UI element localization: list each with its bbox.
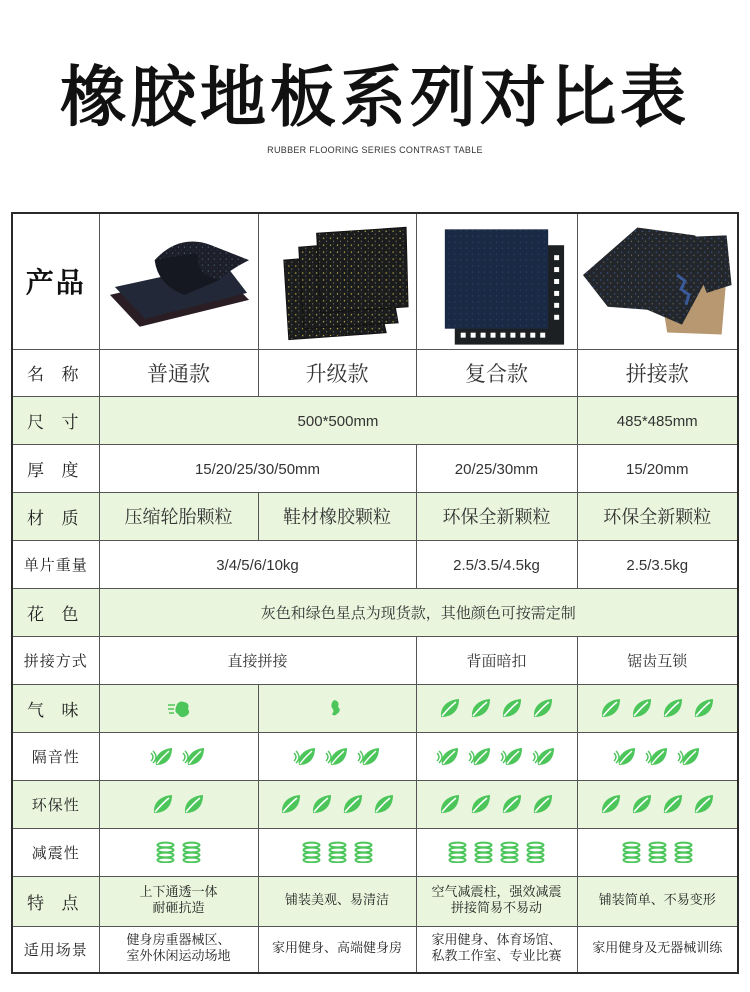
size-row-label: 尺 寸: [27, 412, 85, 433]
smell-icon: [167, 697, 191, 719]
soundproof-row-label: 隔音性: [31, 747, 80, 766]
sound-leaf-icon: [436, 745, 461, 767]
shock-row-label: 减震性: [31, 843, 80, 862]
leaf-icon: [341, 793, 365, 815]
smell-icon: [438, 697, 462, 719]
size-row: [12, 396, 738, 444]
eco-rating-1: [100, 793, 258, 815]
spring-icon: [622, 841, 641, 863]
size-value-4: 485*485mm: [616, 412, 698, 430]
shock-rating-2: [259, 841, 416, 863]
features-row: [12, 876, 738, 926]
spring-icon: [354, 841, 373, 863]
eco-rating-2: [259, 793, 416, 815]
leaf-icon: [438, 793, 462, 815]
leaf-icon: [279, 793, 303, 815]
soundproof-rating-2: [259, 745, 416, 767]
smell-icon: [692, 697, 716, 719]
sound-leaf-icon: [182, 745, 207, 767]
sound-leaf-icon: [613, 745, 638, 767]
leaf-icon: [310, 793, 334, 815]
scenes-row-label: 适用场景: [23, 940, 88, 959]
sound-leaf-icon: [532, 745, 557, 767]
smell-icon: [599, 697, 623, 719]
comparison-table: [11, 212, 739, 974]
material-cell-1: 压缩轮胎颗粒: [124, 507, 233, 528]
scenes-1-line-1: 健身房重器械区、: [126, 933, 231, 949]
soundproof-rating-4: [578, 745, 738, 767]
spring-icon: [474, 841, 493, 863]
eco-rating-4: [578, 793, 738, 815]
name-row-label: 名 称: [27, 365, 85, 385]
sound-leaf-icon: [293, 745, 318, 767]
spring-icon: [156, 841, 175, 863]
leaf-icon: [531, 793, 555, 815]
smell-icon: [469, 697, 493, 719]
odor-row-label: 气 味: [27, 700, 85, 721]
smell-icon: [531, 697, 555, 719]
features-4-line-1: 铺装简单、不易变形: [598, 893, 716, 908]
leaf-icon: [599, 793, 623, 815]
smell-icon: [661, 697, 685, 719]
scenes-1-line-2: 室外休闲运动场地: [126, 949, 231, 965]
page-title: 橡胶地板系列对比表: [60, 59, 690, 136]
features-1-line-2: 耐砸抗造: [152, 901, 205, 916]
spring-icon: [648, 841, 667, 863]
sound-leaf-icon: [677, 745, 702, 767]
odor-rating-4: [578, 697, 738, 719]
soundproof-row: [12, 732, 738, 780]
product-label-cell: [12, 213, 99, 349]
shock-row: [12, 828, 738, 876]
odor-rating-1: [100, 697, 258, 719]
leaf-icon: [500, 793, 524, 815]
sound-leaf-icon: [150, 745, 175, 767]
product-row: [12, 213, 738, 349]
soundproof-rating-3: [417, 745, 577, 767]
product-image-cell-1: [99, 213, 258, 349]
thickness-row-label: 厚 度: [27, 460, 85, 481]
material-cell-4: 环保全新颗粒: [603, 507, 712, 528]
product-image-cell-2: [258, 213, 416, 349]
weight-value-4: 2.5/3.5kg: [626, 556, 689, 574]
name-cell-2: 升级款: [305, 361, 369, 386]
material-cell-3: 环保全新颗粒: [442, 507, 551, 528]
spring-icon: [302, 841, 321, 863]
eco-row-label: 环保性: [31, 795, 80, 814]
soundproof-rating-1: [100, 745, 258, 767]
joining-row: [12, 636, 738, 684]
name-cell-4: 拼接款: [625, 361, 689, 386]
scenes-3-line-1: 家用健身、体育场馆、: [431, 933, 562, 949]
sound-leaf-icon: [325, 745, 350, 767]
color-value: 灰色和绿色星点为现货款，其他颜色可按需定制: [260, 604, 576, 622]
weight-row: [12, 540, 738, 588]
scenes-2-line-1: 家用健身、高端健身房: [271, 941, 402, 957]
sound-leaf-icon: [500, 745, 525, 767]
interlocking-tiles-image: [578, 215, 738, 347]
size-shared-value: 500*500mm: [297, 412, 379, 430]
product-image-cell-4: [577, 213, 738, 349]
scenes-3-line-2: 私教工作室、专业比赛: [431, 949, 562, 965]
weight-row-label: 单片重量: [23, 555, 88, 574]
product-image-cell-3: [416, 213, 577, 349]
sound-leaf-icon: [357, 745, 382, 767]
thickness-value-3: 20/25/30mm: [454, 460, 539, 478]
odor-row: [12, 684, 738, 732]
leaf-icon: [151, 793, 175, 815]
spring-icon: [448, 841, 467, 863]
eco-rating-3: [417, 793, 577, 815]
scenes-4-line-1: 家用健身及无器械训练: [592, 941, 723, 957]
composite-tile-image: [417, 215, 577, 347]
features-row-label: 特 点: [27, 893, 85, 914]
color-row: [12, 588, 738, 636]
features-3-line-2: 拼接简易不易动: [450, 901, 542, 916]
odor-rating-3: [417, 697, 577, 719]
leaf-icon: [182, 793, 206, 815]
scenes-row: [12, 926, 738, 973]
sound-leaf-icon: [468, 745, 493, 767]
name-row: [12, 349, 738, 396]
sound-leaf-icon: [645, 745, 670, 767]
leaf-icon: [692, 793, 716, 815]
leaf-icon: [469, 793, 493, 815]
material-row: [12, 492, 738, 540]
shock-rating-4: [578, 841, 738, 863]
name-cell-3: 复合款: [465, 361, 528, 386]
leaf-icon: [630, 793, 654, 815]
spring-icon: [182, 841, 201, 863]
joining-row-label: 拼接方式: [23, 651, 88, 670]
shock-rating-3: [417, 841, 577, 863]
smell-icon: [500, 697, 524, 719]
leaf-icon: [661, 793, 685, 815]
spring-icon: [500, 841, 519, 863]
weight-shared-value: 3/4/5/6/10kg: [216, 556, 299, 574]
color-row-label: 花 色: [27, 604, 85, 625]
thickness-row: [12, 444, 738, 492]
joining-value-3: 背面暗扣: [466, 652, 527, 670]
joining-shared-value: 直接拼接: [227, 652, 288, 670]
spring-icon: [674, 841, 693, 863]
page-subtitle: RUBBER FLOORING SERIES CONTRAST TABLE: [267, 145, 483, 155]
features-3-line-1: 空气减震柱，强效减震: [431, 885, 562, 900]
weight-value-3: 2.5/3.5/4.5kg: [453, 556, 540, 574]
thickness-shared-value: 15/20/25/30/50mm: [194, 460, 321, 478]
spring-icon: [328, 841, 347, 863]
eco-row: [12, 780, 738, 828]
thickness-value-4: 15/20mm: [625, 460, 689, 478]
spring-icon: [526, 841, 545, 863]
material-row-label: 材 质: [27, 508, 85, 529]
stacked-tiles-image: [259, 215, 416, 347]
smell-icon: [325, 697, 349, 719]
rolled-rubber-mat-image: [100, 215, 258, 347]
odor-rating-2: [259, 697, 416, 719]
joining-value-4: 锯齿互锁: [627, 652, 688, 670]
smell-icon: [630, 697, 654, 719]
material-cell-2: 鞋材橡胶颗粒: [283, 507, 391, 528]
features-1-line-1: 上下通透一体: [139, 885, 218, 900]
leaf-icon: [372, 793, 396, 815]
features-2-line-1: 铺装美观、易清洁: [284, 893, 389, 908]
shock-rating-1: [100, 841, 258, 863]
product-label: 产品: [25, 266, 86, 300]
name-cell-1: 普通款: [147, 361, 210, 386]
